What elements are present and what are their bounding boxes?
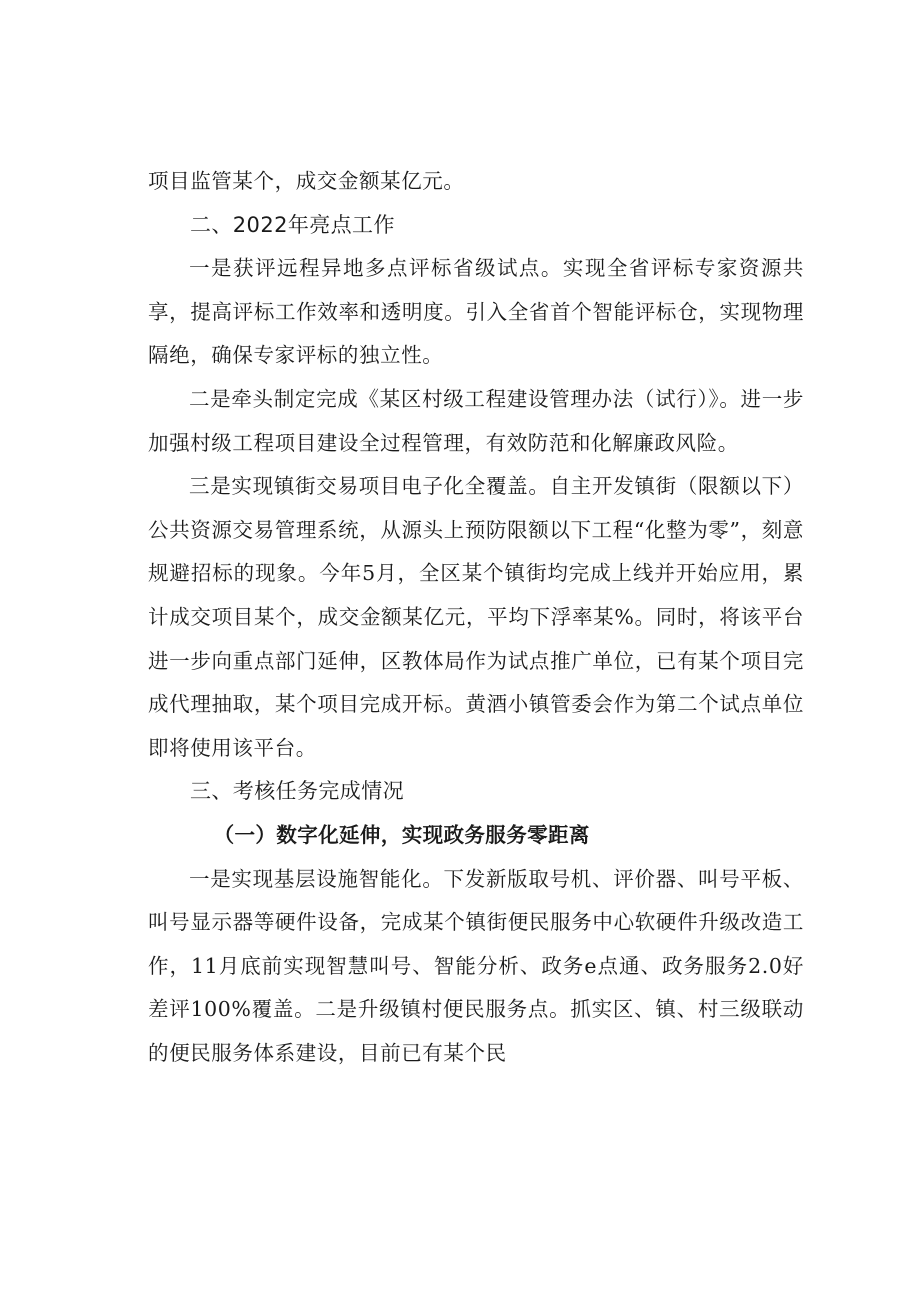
subsection-heading-digital: （一）数字化延伸，实现政务服务零距离 [213,822,590,847]
paragraph-remote-evaluation: 一是获评远程异地多点评标省级试点。实现全省评标专家资源共享，提高评标工作效率和透明度。引入全省首个智能评标仓，实现物理隔绝，确保专家评标的独立性。 [148,256,804,368]
paragraph-digital-extension: 一是实现基层设施智能化。下发新版取号机、评价器、叫号平板、叫号显示器等硬件设备，完成某个镇街便民服务中心软硬件升级改造工作，11月底前实现智慧叫号、智能分析、政务e点通、政务服务2.0好差评100%覆盖。二是升级镇村便民服务点。抓实区、镇、村三级联动的便民服务体系建设，目前已有某个民 [148,866,804,1065]
section-heading-highlights: 二、2022年亮点工作 [190,212,395,237]
section-heading-assessment: 三、考核任务完成情况 [190,779,404,804]
paragraph-town-trading: 三是实现镇街交易项目电子化全覆盖。自主开发镇街（限额以下）公共资源交易管理系统，从源头上预防限额以下工程“化整为零”，刻意规避招标的现象。今年5月，全区某个镇街均完成上线并开始应用，累计成交项目某个，成交金额某亿元，平均下浮率某%。同时，将该平台进一步向重点部门延伸，区教体局作为试点推广单位，已有某个项目完成代理抽取，某个项目完成开标。黄酒小镇管委会作为第二个试点单位即将使用该平台。 [148,474,804,760]
document-body [148,160,804,1075]
paragraph-village-regulation: 二是牵头制定完成《某区村级工程建设管理办法（试行）》。进一步加强村级工程项目建设全过程管理，有效防范和化解廉政风险。 [148,386,804,455]
paragraph-continuation: 项目监管某个，成交金额某亿元。 [148,169,465,193]
